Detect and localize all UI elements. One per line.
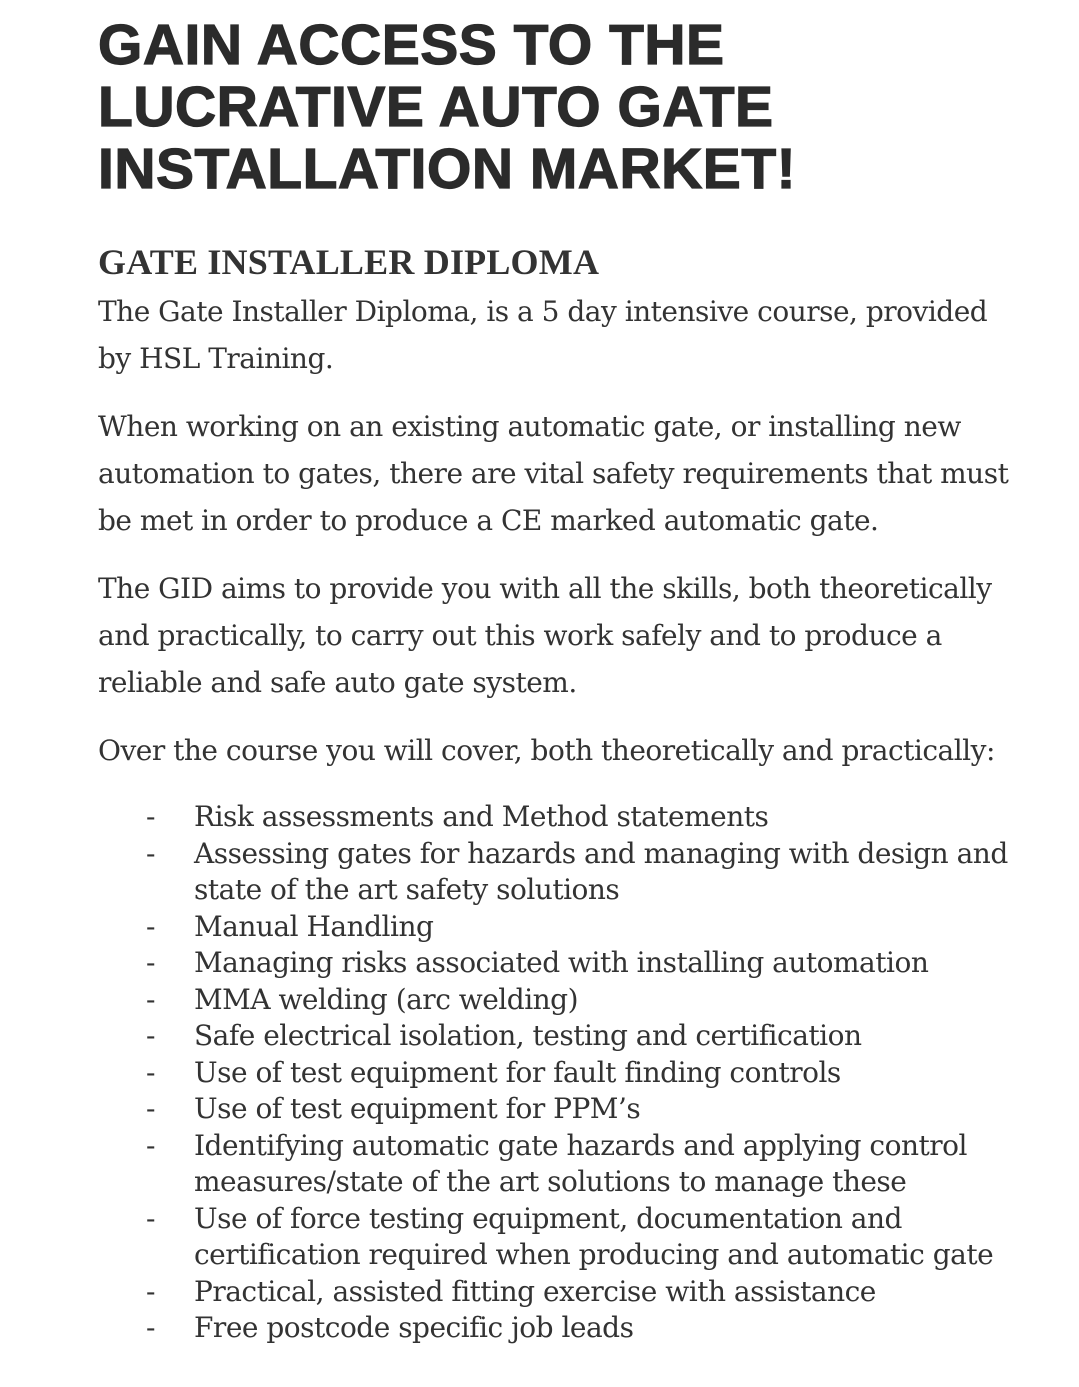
- paragraph-line: The Gate Installer Diploma, is a 5 day intensive course, provided: [98, 295, 988, 328]
- list-item-line: Use of test equipment for fault finding controls: [194, 1055, 841, 1089]
- list-bullet: -: [146, 1128, 155, 1162]
- list-item: [98, 1201, 1043, 1274]
- intro-paragraph: [98, 288, 1043, 382]
- section-title: GATE INSTALLER DIPLOMA: [98, 242, 600, 282]
- paragraph-line: Over the course you will cover, both theoretically and practically:: [98, 734, 995, 767]
- paragraph-line: automation to gates, there are vital safety requirements that must: [98, 457, 1009, 490]
- headline-line: LUCRATIVE AUTO GATE: [98, 75, 774, 139]
- list-item-text: [194, 799, 1043, 836]
- list-bullet: -: [146, 836, 155, 870]
- paragraph-line: by HSL Training.: [98, 342, 334, 375]
- list-item-line: Use of test equipment for PPM’s: [194, 1092, 641, 1125]
- headline-line: INSTALLATION MARKET!: [98, 137, 797, 201]
- list-item-text: [194, 982, 1043, 1019]
- list-item-line: Practical, assisted fitting exercise with assistance: [194, 1274, 876, 1308]
- list-item: [98, 1055, 1043, 1092]
- list-item-line: certification required when producing and automatic gate: [194, 1238, 994, 1271]
- list-item-text: [194, 1310, 1043, 1347]
- list-item-line: Risk assessments and Method statements: [194, 800, 769, 833]
- list-item-text: [194, 1201, 1043, 1274]
- list-item-text: [194, 909, 1043, 946]
- list-item-line: measures/state of the art solutions to manage these: [194, 1165, 907, 1198]
- coverage-intro-paragraph: [98, 727, 1043, 774]
- paragraph-line: When working on an existing automatic gate, or installing new: [98, 410, 961, 443]
- list-item-text: [194, 1055, 1043, 1092]
- list-item-line: Safe electrical isolation, testing and certification: [194, 1019, 862, 1052]
- list-item-line: state of the art safety solutions: [194, 873, 620, 906]
- list-item: [98, 945, 1043, 982]
- paragraph-line: be met in order to produce a CE marked automatic gate.: [98, 504, 879, 537]
- list-item: [98, 1128, 1043, 1201]
- list-item-line: Free postcode specific job leads: [194, 1311, 634, 1344]
- list-bullet: -: [146, 1274, 155, 1308]
- list-item-text: [194, 1128, 1043, 1201]
- headline-line: GAIN ACCESS TO THE: [98, 13, 725, 77]
- list-item-line: MMA welding (arc welding): [194, 982, 579, 1016]
- list-item-line: Manual Handling: [194, 909, 434, 943]
- list-bullet: -: [146, 909, 155, 943]
- paragraph-line: and practically, to carry out this work safely and to produce a: [98, 619, 942, 652]
- list-bullet: -: [146, 982, 155, 1016]
- safety-paragraph: [98, 403, 1043, 544]
- list-item-line: Assessing gates for hazards and managing with design and: [194, 836, 1008, 870]
- list-item-text: [194, 945, 1043, 982]
- list-item-text: [194, 836, 1043, 909]
- list-item: [98, 1310, 1043, 1347]
- list-item-text: [194, 1091, 1043, 1128]
- paragraph-line: reliable and safe auto gate system.: [98, 666, 577, 699]
- list-item: [98, 799, 1043, 836]
- list-item-line: Managing risks associated with installing automation: [194, 946, 929, 979]
- list-bullet: -: [146, 1055, 155, 1089]
- list-item: [98, 909, 1043, 946]
- list-item-line: Use of force testing equipment, documentation and: [194, 1201, 902, 1235]
- list-bullet: -: [146, 800, 155, 833]
- list-bullet: -: [146, 1311, 155, 1344]
- list-bullet: -: [146, 1019, 155, 1052]
- list-bullet: -: [146, 1092, 155, 1125]
- headline: [98, 14, 1043, 200]
- list-bullet: -: [146, 946, 155, 979]
- paragraph-line: The GID aims to provide you with all the skills, both theoretically: [98, 572, 992, 605]
- list-item: [98, 1091, 1043, 1128]
- document-page: [98, 14, 1043, 1347]
- list-item: [98, 1018, 1043, 1055]
- list-item-text: [194, 1274, 1043, 1311]
- list-bullet: -: [146, 1201, 155, 1235]
- list-item-line: Identifying automatic gate hazards and applying control: [194, 1128, 967, 1162]
- list-item: [98, 1274, 1043, 1311]
- list-item-text: [194, 1018, 1043, 1055]
- list-item: [98, 836, 1043, 909]
- aims-paragraph: [98, 565, 1043, 706]
- list-item: [98, 982, 1043, 1019]
- course-topics-list: [98, 799, 1043, 1347]
